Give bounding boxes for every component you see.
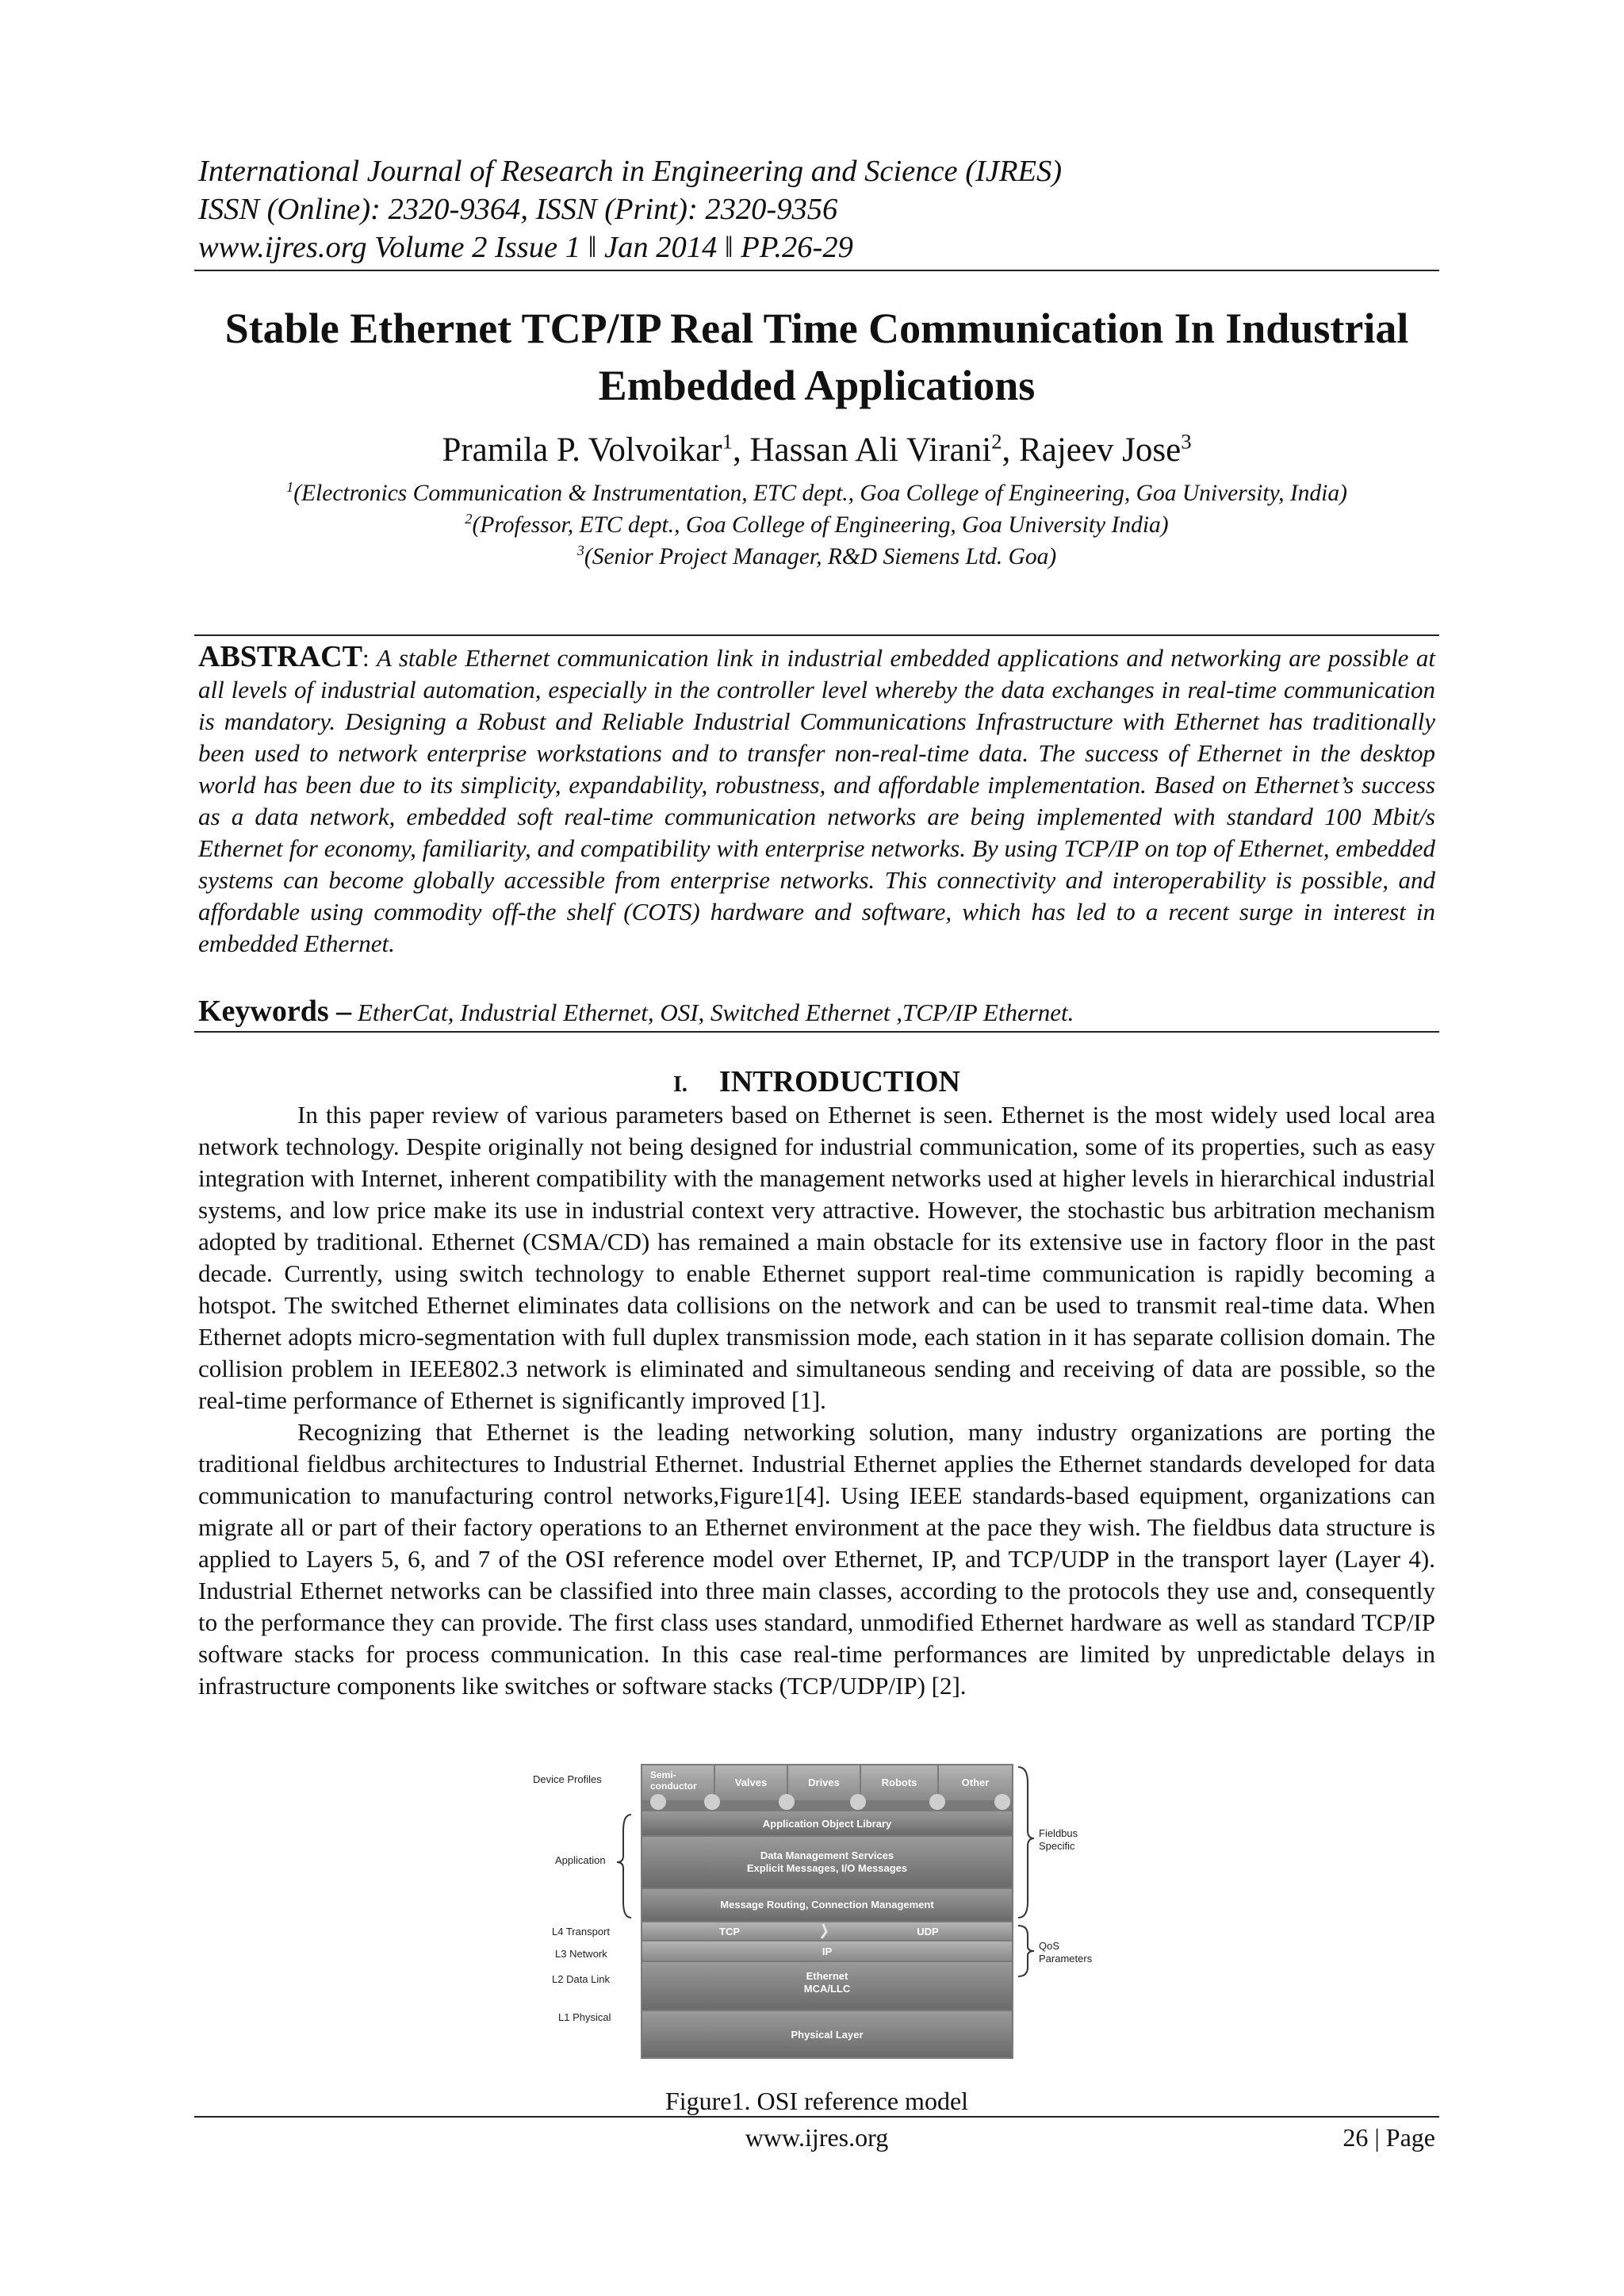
label-qos-line1: QoS: [1039, 1940, 1060, 1952]
affiliation: [194, 541, 1439, 573]
profile-semiconductor-line1: Semi-: [650, 1769, 676, 1780]
layer-data-management-line1: Data Management Services: [760, 1849, 894, 1861]
profile-valves: Valves: [734, 1777, 768, 1788]
affiliation-text: (Professor, ETC dept., Goa College of Engineering, Goa University India): [472, 512, 1169, 538]
affiliation-sup: 1: [286, 479, 294, 496]
section-title: INTRODUCTION: [718, 1065, 960, 1098]
profile-connector-icon: [850, 1794, 866, 1810]
author-separator: ,: [1002, 431, 1020, 469]
title-line-2: Embedded Applications: [598, 362, 1036, 409]
profile-connector-icon: [704, 1794, 720, 1810]
layer-message-routing-label: Message Routing, Connection Management: [720, 1899, 934, 1911]
layer-application-object-library-label: Application Object Library: [762, 1818, 892, 1830]
layer-physical-label: Physical Layer: [791, 2029, 864, 2041]
layer-udp-label: UDP: [917, 1926, 939, 1938]
abstract-separator: :: [362, 644, 377, 672]
label-l4-transport: L4 Transport: [552, 1926, 610, 1938]
keywords-label: Keywords –: [198, 995, 352, 1028]
label-l2-data-link: L2 Data Link: [552, 1973, 610, 1985]
label-fieldbus-line2: Specific: [1039, 1840, 1075, 1852]
label-device-profiles: Device Profiles: [533, 1773, 602, 1785]
profile-connector-icon: [650, 1794, 666, 1810]
title-line-1: Stable Ethernet TCP/IP Real Time Communication In Industrial: [224, 305, 1409, 352]
author-sup: 1: [722, 429, 733, 454]
journal-volume: www.ijres.org Volume 2 Issue 1 ǁ Jan 2014 ǁ PP.26-29: [198, 231, 853, 264]
author-sup: 3: [1181, 429, 1192, 454]
profile-other: Other: [961, 1777, 990, 1788]
paper-title: [194, 300, 1439, 414]
abstract: [198, 641, 1435, 960]
header-divider: [194, 270, 1439, 271]
affiliations: [194, 477, 1439, 573]
author-list: [194, 428, 1439, 473]
label-l3-network: L3 Network: [555, 1948, 607, 1960]
layer-tcp-label: TCP: [719, 1926, 740, 1938]
profile-connector-icon: [779, 1794, 795, 1810]
abstract-bottom-divider: [194, 1031, 1439, 1033]
layer-ip-label: IP: [822, 1945, 833, 1957]
fieldbus-bracket-icon: [1018, 1767, 1034, 1918]
section-heading: [194, 1063, 1439, 1104]
affiliation-sup: 2: [465, 511, 473, 527]
journal-name: International Journal of Research in Engineering and Science (IJRES): [198, 155, 1063, 188]
paragraph: In this paper review of various parameters based on Ethernet is seen. Ethernet is the most widely used local area network technology. Despite originally not being designed for industrial communication, some of its properties, such as easy integration with Internet, inherent compatibility with the management networks used at higher levels in hierarchical industrial systems, and low price make its use in industrial context very attractive. However, the stochastic bus arbitration mechanism adopted by traditional. Ethernet (CSMA/CD) has remained a main obstacle for its extensive use in factory floor in the past decade. Currently, using switch technology to enable Ethernet support real-time communication is rapidly becoming a hotspot. The switched Ethernet eliminates data collisions on the network and can be used to transmit real-time data. When Ethernet adopts micro-segmentation with full duplex transmission mode, each station in it has separate collision domain. The collision problem in IEEE802.3 network is eliminated and simultaneous sending and receiving of data are possible, so the real-time performance of Ethernet is significantly improved [1].: [198, 1101, 1435, 1414]
layer-ethernet-line2: MCA/LLC: [803, 1983, 851, 1995]
footer-divider: [194, 2116, 1439, 2118]
footer-site: www.ijres.org: [745, 2123, 889, 2152]
paragraph: Recognizing that Ethernet is the leading networking solution, many industry organizations are porting the traditional fieldbus architectures to Industrial Ethernet. Industrial Ethernet applies the Ethernet standards developed for data communication to manufacturing control networks,Figure1[4]. Using IEEE standards-based equipment, organizations can migrate all or part of their factory operations to an Ethernet environment at the pace they wish. The fieldbus data structure is applied to Layers 5, 6, and 7 of the OSI reference model over Ethernet, IP, and TCP/UDP in the transport layer (Layer 4). Industrial Ethernet networks can be classified into three main classes, according to the protocols they use and, consequently to the performance they can provide. The first class uses standard, unmodified Ethernet hardware as well as standard TCP/IP software stacks for process communication. In this case real-time performances are limited by unpredictable delays in infrastructure components like switches or software stacks (TCP/UDP/IP) [2].: [198, 1418, 1435, 1700]
figure-caption: Figure1. OSI reference model: [665, 2087, 969, 2115]
introduction-body: [198, 1099, 1435, 1702]
author-separator: ,: [732, 431, 750, 469]
profile-robots: Robots: [881, 1777, 917, 1788]
affiliation-text: (Electronics Communication & Instrumentation, ETC dept., Goa College of Engineering, Goa University, India): [293, 481, 1347, 506]
affiliation-sup: 3: [576, 542, 584, 559]
label-application: Application: [555, 1854, 606, 1866]
author-sup: 2: [991, 429, 1002, 454]
affiliation: [194, 477, 1439, 509]
layer-data-management-line2: Explicit Messages, I/O Messages: [746, 1862, 908, 1874]
label-fieldbus-line1: Fieldbus: [1039, 1827, 1078, 1839]
profile-semiconductor-line2: conductor: [650, 1780, 697, 1792]
affiliation-text: (Senior Project Manager, R&D Siemens Ltd. Goa): [584, 544, 1057, 569]
author-name: Rajeev Jose: [1019, 431, 1182, 469]
journal-issn: ISSN (Online): 2320-9364, ISSN (Print): 2320-9356: [198, 193, 838, 226]
abstract-label: ABSTRACT: [198, 640, 362, 673]
section-number: I.: [673, 1072, 688, 1097]
abstract-top-divider: [194, 634, 1439, 636]
affiliation: [194, 509, 1439, 541]
qos-bracket-icon: [1018, 1926, 1034, 1976]
layer-ethernet-line1: Ethernet: [806, 1970, 848, 1982]
profile-connector-icon: [929, 1794, 945, 1810]
label-qos-line2: Parameters: [1039, 1953, 1093, 1964]
keywords: [198, 995, 1435, 1029]
journal-header: [198, 152, 1435, 266]
profile-drives: Drives: [808, 1777, 840, 1788]
footer-page-number: 26 | Page: [1342, 2123, 1435, 2152]
author-name: Hassan Ali Virani: [749, 431, 992, 469]
keywords-text: EtherCat, Industrial Ethernet, OSI, Switched Ethernet ,TCP/IP Ethernet.: [357, 999, 1074, 1026]
author-name: Pramila P. Volvoikar: [442, 431, 722, 469]
abstract-text: A stable Ethernet communication link in industrial embedded applications and networking are possible at all levels of industrial automation, especially in the controller level whereby the data exchanges in real-time communication is mandatory. Designing a Robust and Reliable Industrial Communications Infrastructure with Ethernet has traditionally been used to network enterprise workstations and to transfer non-real-time data. The success of Ethernet in the desktop world has been due to its simplicity, expandability, robustness, and affordable implementation. Based on Ethernet’s success as a data network, embedded soft real-time communication networks are being implemented with standard 100 Mbit/s Ethernet for economy, familiarity, and compatibility with enterprise networks. By using TCP/IP on top of Ethernet, embedded systems can become globally accessible from enterprise networks. This connectivity and interoperability is possible, and affordable using commodity off-the shelf (COTS) hardware and software, which has led to a recent surge in interest in embedded Ethernet.: [198, 644, 1435, 957]
label-l1-physical: L1 Physical: [558, 2011, 611, 2023]
profile-connector-icon: [994, 1794, 1010, 1810]
osi-reference-figure: [531, 1759, 1102, 2076]
application-bracket-icon: [617, 1815, 631, 1918]
